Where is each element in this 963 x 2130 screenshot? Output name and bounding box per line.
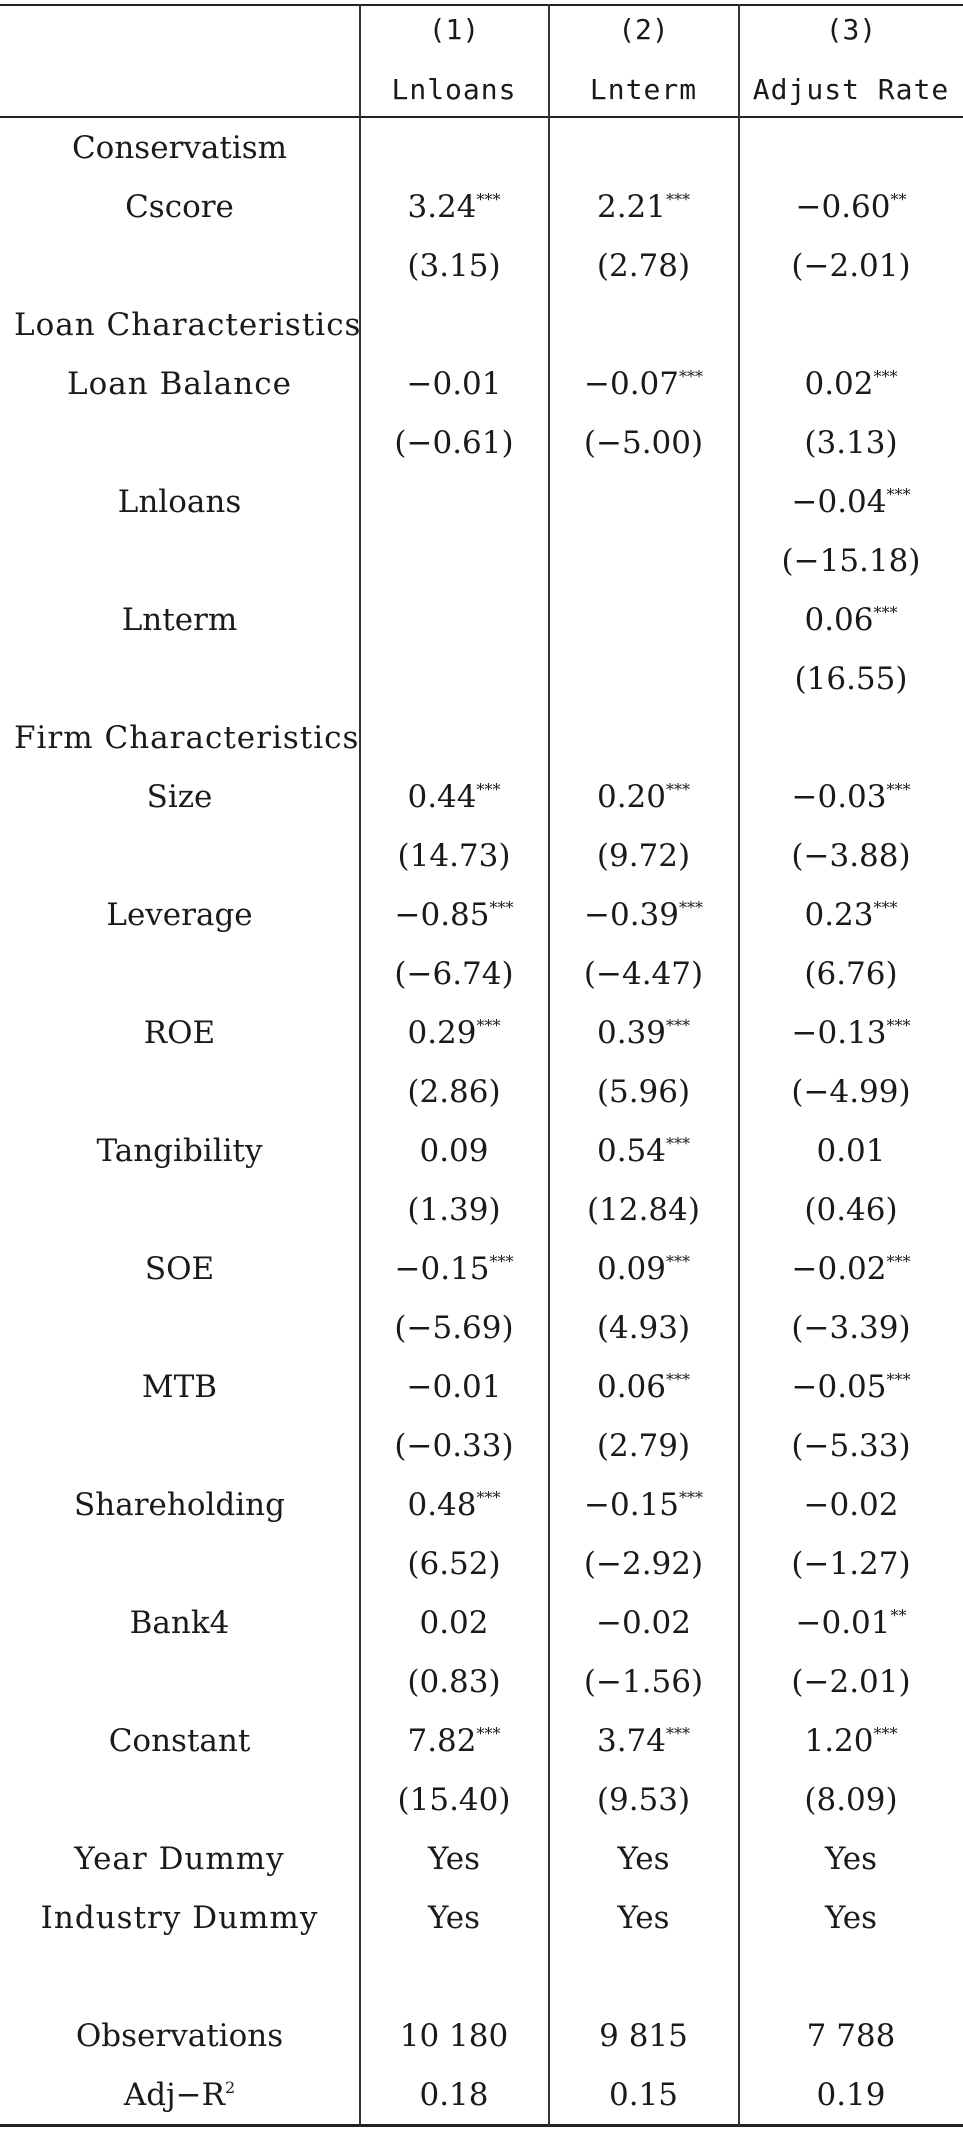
year-dummy-1: Yes <box>427 1841 481 1877</box>
tstat-shareholding-1: (6.52) <box>407 1546 501 1582</box>
tstat-bank4-1: (0.83) <box>407 1664 501 1700</box>
coef-bank4-3: −0.01** <box>795 1605 907 1641</box>
tstat-tangibility-2: (12.84) <box>587 1192 700 1228</box>
tstat-loan-balance-3: (3.13) <box>804 425 898 461</box>
coef-leverage-2: −0.39*** <box>584 897 703 933</box>
tstat-size-1: (14.73) <box>397 838 511 874</box>
coef-tangibility-1: 0.09 <box>419 1133 489 1169</box>
coef-roe-2: 0.39*** <box>596 1015 691 1051</box>
section-firm-characteristics: Firm Characteristics <box>14 720 360 756</box>
coef-roe-1: 0.29*** <box>407 1015 501 1051</box>
coef-constant-2: 3.74*** <box>596 1723 691 1759</box>
coef-cscore-2: 2.21*** <box>596 189 691 225</box>
col-name-lnterm: Lnterm <box>589 73 698 106</box>
col-number-3: (3) <box>825 13 877 46</box>
tstat-soe-1: (−5.69) <box>394 1310 514 1346</box>
row-label-year-dummy: Year Dummy <box>74 1841 285 1877</box>
row-label-mtb: MTB <box>141 1369 218 1405</box>
coef-loan-balance-1: −0.01 <box>406 366 502 402</box>
coef-size-1: 0.44*** <box>407 779 501 815</box>
coef-lnloans-3: −0.04*** <box>791 484 911 520</box>
top-rule <box>0 4 963 6</box>
tstat-size-3: (−3.88) <box>791 838 911 874</box>
row-label-observations: Observations <box>75 2018 284 2054</box>
coef-soe-1: −0.15*** <box>394 1251 514 1287</box>
tstat-constant-1: (15.40) <box>397 1782 511 1818</box>
coef-cscore-3: −0.60** <box>795 189 907 225</box>
tstat-loan-balance-1: (−0.61) <box>394 425 514 461</box>
coef-leverage-1: −0.85*** <box>394 897 514 933</box>
tstat-leverage-1: (−6.74) <box>394 956 514 992</box>
row-label-constant: Constant <box>108 1723 251 1759</box>
coef-shareholding-3: −0.02 <box>803 1487 899 1523</box>
observations-2: 9 815 <box>599 2018 688 2054</box>
tstat-loan-balance-2: (−5.00) <box>583 425 704 461</box>
tstat-mtb-2: (2.79) <box>596 1428 691 1464</box>
industry-dummy-2: Yes <box>617 1900 670 1936</box>
year-dummy-2: Yes <box>617 1841 670 1877</box>
coef-mtb-1: −0.01 <box>406 1369 502 1405</box>
adj-r2-1: 0.18 <box>419 2077 489 2113</box>
coef-mtb-3: −0.05*** <box>791 1369 911 1405</box>
row-label-size: Size <box>146 779 213 815</box>
coef-shareholding-1: 0.48*** <box>407 1487 501 1523</box>
bottom-rule <box>0 2124 963 2127</box>
coef-loan-balance-2: −0.07*** <box>584 366 703 402</box>
row-label-leverage: Leverage <box>106 897 253 933</box>
row-label-bank4: Bank4 <box>129 1605 230 1641</box>
industry-dummy-1: Yes <box>427 1900 481 1936</box>
coef-leverage-3: 0.23*** <box>804 897 898 933</box>
header-rule <box>0 116 963 118</box>
industry-dummy-3: Yes <box>824 1900 878 1936</box>
tstat-cscore-3: (−2.01) <box>791 248 911 284</box>
row-label-cscore: Cscore <box>125 189 234 225</box>
tstat-soe-2: (4.93) <box>596 1310 691 1346</box>
coef-size-2: 0.20*** <box>596 779 691 815</box>
observations-1: 10 180 <box>399 2018 509 2054</box>
row-label-soe: SOE <box>144 1251 215 1287</box>
coef-constant-1: 7.82*** <box>407 1723 501 1759</box>
adj-r2-2: 0.15 <box>608 2077 679 2113</box>
tstat-size-2: (9.72) <box>596 838 691 874</box>
tstat-shareholding-2: (−2.92) <box>583 1546 704 1582</box>
coef-roe-3: −0.13*** <box>791 1015 911 1051</box>
row-label-loan-balance: Loan Balance <box>67 366 292 402</box>
row-label-industry-dummy: Industry Dummy <box>40 1900 319 1936</box>
coef-size-3: −0.03*** <box>791 779 911 815</box>
coef-lnterm-3: 0.06*** <box>804 602 898 638</box>
tstat-tangibility-3: (0.46) <box>804 1192 898 1228</box>
row-label-shareholding: Shareholding <box>74 1487 285 1523</box>
row-label-lnterm: Lnterm <box>121 602 238 638</box>
tstat-constant-2: (9.53) <box>596 1782 691 1818</box>
tstat-shareholding-3: (−1.27) <box>791 1546 911 1582</box>
tstat-leverage-3: (6.76) <box>804 956 898 992</box>
row-label-lnloans: Lnloans <box>117 484 242 520</box>
tstat-roe-3: (−4.99) <box>791 1074 911 1110</box>
tstat-mtb-3: (−5.33) <box>791 1428 911 1464</box>
col-name-adjust-rate: Adjust Rate <box>752 73 950 106</box>
tstat-roe-1: (2.86) <box>407 1074 501 1110</box>
coef-bank4-1: 0.02 <box>419 1605 489 1641</box>
coef-loan-balance-3: 0.02*** <box>804 366 898 402</box>
tstat-cscore-2: (2.78) <box>596 248 691 284</box>
tstat-lnloans-3: (−15.18) <box>781 543 921 579</box>
coef-constant-3: 1.20*** <box>804 1723 898 1759</box>
tstat-soe-3: (−3.39) <box>791 1310 911 1346</box>
tstat-leverage-2: (−4.47) <box>583 956 704 992</box>
col-number-1: (1) <box>428 13 480 46</box>
coef-soe-2: 0.09*** <box>596 1251 691 1287</box>
tstat-lnterm-3: (16.55) <box>794 661 908 697</box>
observations-3: 7 788 <box>806 2018 896 2054</box>
tstat-bank4-3: (−2.01) <box>791 1664 911 1700</box>
tstat-bank4-2: (−1.56) <box>583 1664 704 1700</box>
row-label-roe: ROE <box>143 1015 216 1051</box>
section-conservatism: Conservatism <box>71 130 288 166</box>
tstat-tangibility-1: (1.39) <box>407 1192 501 1228</box>
coef-soe-3: −0.02*** <box>791 1251 911 1287</box>
coef-bank4-2: −0.02 <box>596 1605 691 1641</box>
coef-cscore-1: 3.24*** <box>407 189 501 225</box>
col-number-2: (2) <box>618 13 669 46</box>
coef-mtb-2: 0.06*** <box>596 1369 691 1405</box>
row-label-adj-r2: $Adj-R^2$ <box>123 2077 236 2113</box>
col-name-lnloans: Lnloans <box>391 73 517 106</box>
row-label-tangibility: Tangibility <box>96 1133 263 1169</box>
tstat-cscore-1: (3.15) <box>407 248 501 284</box>
year-dummy-3: Yes <box>824 1841 878 1877</box>
coef-tangibility-2: 0.54*** <box>596 1133 691 1169</box>
section-loan-characteristics: Loan Characteristics <box>14 307 362 343</box>
coef-shareholding-2: −0.15*** <box>584 1487 703 1523</box>
coef-tangibility-3: 0.01 <box>816 1133 886 1169</box>
tstat-mtb-1: (−0.33) <box>394 1428 514 1464</box>
tstat-roe-2: (5.96) <box>596 1074 691 1110</box>
adj-r2-3: 0.19 <box>816 2077 886 2113</box>
tstat-constant-3: (8.09) <box>804 1782 898 1818</box>
